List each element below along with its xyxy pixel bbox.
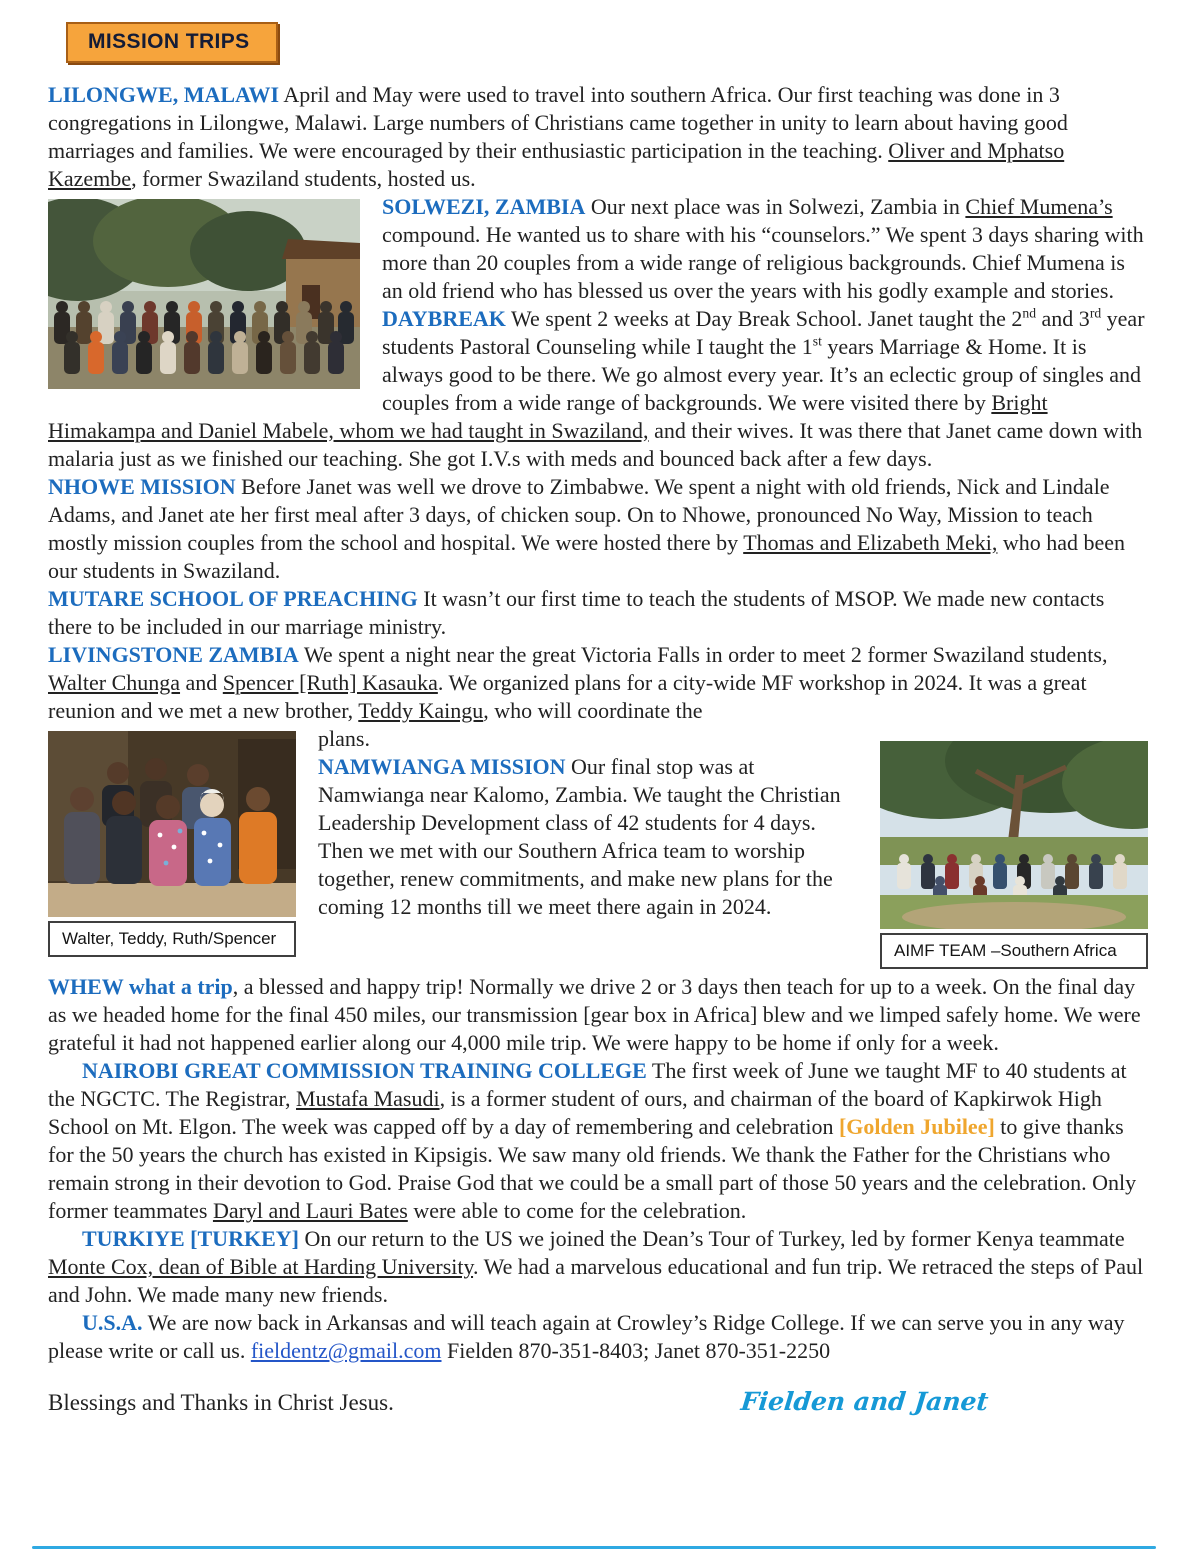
nhowe-heading: NHOWE MISSION (48, 474, 236, 499)
solwezi-crowd-photo-figure (48, 199, 360, 389)
section-usa (48, 1309, 1148, 1365)
nairobi-golden-jubilee: [Golden Jubilee] (838, 1114, 995, 1139)
daybreak-underline-1: Bright Himakampa and Daniel Mabele, whom we had taught in Swaziland, (48, 390, 1048, 443)
signature: Fielden and Janet (739, 1387, 990, 1416)
daybreak-text-2: and 3 (1036, 306, 1090, 331)
solwezi-text-2: compound. He wanted us to share with his “counselors.” We spent 3 days sharing with more than 20 couples from a wide range of religious backgrounds. Chief Mumena is an old friend who has blessed us over the years with his godly example and stories. (382, 222, 1144, 303)
daybreak-text-3: year students Pastoral Counseling while I taught the 1 (382, 306, 1145, 359)
footer (48, 1387, 1148, 1416)
section-nhowe (48, 473, 1148, 585)
usa-text-2: Fielden 870-351-8403; Janet 870-351-2250 (441, 1338, 831, 1363)
nairobi-underline-2: Daryl and Lauri Bates (212, 1198, 408, 1223)
namwianga-text-1: Our final stop was at Namwianga near Kalomo, Zambia. We taught the Christian Leadership Development class of 42 students for 4 days. Then we met with our Southern Africa team to worship together, renew commitments, and make new plans for the coming 12 months till we meet there again in 2024. (318, 754, 841, 919)
daybreak-text-4: years Marriage & Home. It is always good to be there. We go almost every year. It’s an eclectic group of singles and couples from a wide range of backgrounds. We were visited there by (382, 334, 1142, 415)
section-turkiye (48, 1225, 1148, 1309)
daybreak-ordinal-2: rd (1089, 305, 1102, 321)
livingstone-text-2: and (180, 670, 223, 695)
section-mutare (48, 585, 1148, 641)
namwianga-heading: NAMWIANGA MISSION (318, 754, 566, 779)
lilongwe-heading: LILONGWE, MALAWI (48, 82, 280, 107)
lilongwe-text-1: April and May were used to travel into southern Africa. Our first teaching was done in 3 congregations in Lilongwe, Malawi. Large numbers of Christians came together in unity to learn about having good marriages and families. We were encouraged by their enthusiastic participation in the teaching. (48, 82, 1068, 163)
turkiye-underline-1: Monte Cox, dean of Bible at Harding University (48, 1254, 474, 1279)
turkiye-text-1: On our return to the US we joined the Dean’s Tour of Turkey, led by former Kenya teammate (298, 1226, 1125, 1251)
closing-line: Blessings and Thanks in Christ Jesus. (48, 1390, 394, 1415)
nairobi-text-1: The first week of June we taught MF to 40 students at the NGCTC. The Registrar, (48, 1058, 1127, 1111)
bottom-rule (32, 1546, 1156, 1549)
turkiye-heading: TURKIYE [TURKEY] (82, 1226, 299, 1251)
livingstone-underline-1: Walter Chunga (48, 670, 181, 695)
section-livingstone (48, 641, 1148, 725)
walter-teddy-caption: Walter, Teddy, Ruth/Spencer (48, 921, 296, 957)
turkiye-text-2: . We had a marvelous educational and fun trip. We retraced the steps of Paul and John. We made many new friends. (48, 1254, 1144, 1307)
livingstone-text-4: , who will coordinate the (483, 698, 703, 723)
mutare-heading: MUTARE SCHOOL OF PREACHING (48, 586, 418, 611)
mutare-text-1: It wasn’t our first time to teach the students of MSOP. We made new contacts there to be included in our marriage ministry. (48, 586, 1105, 639)
livingstone-text-1: We spent a night near the great Victoria Falls in order to meet 2 former Swaziland students, (298, 642, 1108, 667)
livingstone-underline-3: Teddy Kaingu (358, 698, 484, 723)
whew-text-1: , a blessed and happy trip! Normally we drive 2 or 3 days then teach for up to a week. On the final day as we headed home for the final 450 miles, our transmission [gear box in Africa] blew and we limped safely home. We were grateful it had not happened earlier along our 4,000 mile trip. We were happy to be home if only for a week. (48, 974, 1141, 1055)
daybreak-heading: DAYBREAK (382, 306, 506, 331)
nairobi-text-2: , is a former student of ours, and chairman of the board of Kapkirwok High School on Mt. Elgon. The week was capped off by a day of remembering and celebration (48, 1086, 1102, 1139)
nairobi-text-3: to give thanks for the 50 years the church has existed in Kipsigis. We saw many old friends. We thank the Father for the Christians who remain strong in their devotion to God. Praise God that we could be a small part of those 50 years and the celebration. Only former teammates (48, 1114, 1137, 1223)
lilongwe-text-2: , former Swaziland students, hosted us. (131, 166, 476, 191)
nhowe-text-1: Before Janet was well we drove to Zimbabwe. We spent a night with old friends, Nick and Lindale Adams, and Janet ate her first meal after 3 days, of chicken soup. On to Nhowe, pronounced No Way, Mission to teach mostly mission couples from the school and hospital. We were hosted there by (48, 474, 1110, 555)
mission-trips-badge (66, 22, 278, 63)
solwezi-text-1: Our next place was in Solwezi, Zambia in (585, 194, 966, 219)
usa-text-1: We are now back in Arkansas and will teach again at Crowley’s Ridge College. If we can serve you in any way please write or call us. (48, 1310, 1125, 1363)
solwezi-underline-1: Chief Mumena’s (965, 194, 1113, 219)
nhowe-underline-1: Thomas and Elizabeth Meki, (743, 530, 998, 555)
aimf-team-photo-figure (880, 741, 1148, 969)
section-whew (48, 973, 1148, 1057)
aimf-team-caption: AIMF TEAM –Southern Africa (880, 933, 1148, 969)
aimf-team-photo (880, 741, 1148, 929)
nairobi-text-4: were able to come for the celebration. (407, 1198, 747, 1223)
lilongwe-underline-1: Oliver and Mphatso Kazembe (48, 138, 1065, 191)
livingstone-underline-2: Spencer [Ruth] Kasauka (222, 670, 438, 695)
email-link[interactable]: fieldentz@gmail.com (250, 1338, 442, 1363)
mission-trips-badge-label: MISSION TRIPS (88, 30, 250, 53)
livingstone-tail-text: plans. (318, 726, 370, 751)
section-lilongwe (48, 81, 1148, 193)
nhowe-text-2: who had been our students in Swaziland. (48, 530, 1126, 583)
section-nairobi (48, 1057, 1148, 1225)
solwezi-crowd-photo (48, 199, 360, 389)
daybreak-text-1: We spent 2 weeks at Day Break School. Janet taught the 2 (505, 306, 1023, 331)
daybreak-text-5: and their wives. It was there that Janet came down with malaria just as we finished our teaching. She got I.V.s with meds and bounced back after a few days. (48, 418, 1143, 471)
daybreak-ordinal-1: nd (1022, 305, 1037, 321)
whew-heading: WHEW what a trip (48, 974, 233, 999)
nairobi-underline-1: Mustafa Masudi (296, 1086, 440, 1111)
walter-teddy-photo (48, 731, 296, 917)
nairobi-heading: NAIROBI GREAT COMMISSION TRAINING COLLEGE (82, 1058, 647, 1083)
solwezi-heading: SOLWEZI, ZAMBIA (382, 194, 586, 219)
livingstone-heading: LIVINGSTONE ZAMBIA (48, 642, 299, 667)
walter-teddy-photo-figure (48, 731, 296, 957)
daybreak-ordinal-3: st (812, 333, 822, 349)
usa-heading: U.S.A. (82, 1310, 143, 1335)
livingstone-text-3: . We organized plans for a city-wide MF workshop in 2024. It was a great reunion and we met a new brother, (48, 670, 1087, 723)
